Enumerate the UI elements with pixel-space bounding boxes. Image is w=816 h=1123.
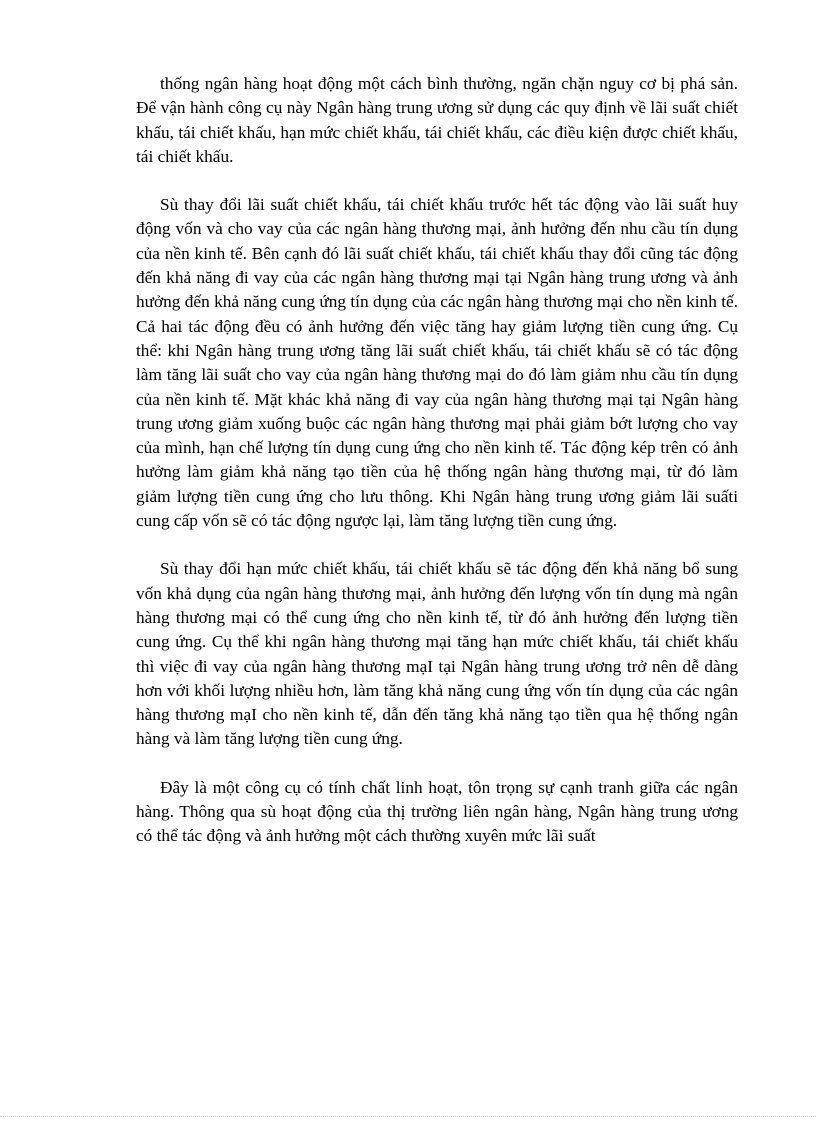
paragraph-3: Sù thay đổi hạn mức chiết khấu, tái chiết khấu sẽ tác động đến khả năng bổ sung vốn khả dụng của ngân hàng thương mại, ảnh hưởng đến lượng vốn tín dụng mà ngân hàng thương mại có thể cung ứng cho nền kinh tế, từ đó ảnh hưởng đến lượng tiền cung ứng. Cụ thể khi ngân hàng thương mại tăng hạn mức chiết khấu, tái chiết khấu thì việc đi vay của ngân hàng thương mạI tại Ngân hàng trung ương trở nên dễ dàng hơn với khối lượng nhiều hơn, làm tăng khả năng cung ứng vốn tín dụng của các ngân hàng thương mạI cho nền kinh tế, dẫn đến tăng khả năng tạo tiền qua hệ thống ngân hàng và làm tăng lượng tiền cung ứng. [136, 559, 738, 749]
paragraph-4: Đây là một công cụ có tính chất linh hoạt, tôn trọng sự cạnh tranh giữa các ngân hàng. Thông qua sù hoạt động của thị trường liên ngân hàng, Ngân hàng trung ương có thể tác động và ảnh hưởng một cách thường xuyên mức lãi suất [136, 777, 738, 846]
page-bottom-rule [0, 1116, 816, 1117]
paragraph-2: Sù thay đổi lãi suất chiết khấu, tái chiết khấu trước hết tác động vào lãi suất huy động vốn và cho vay của các ngân hàng thương mại, ảnh hưởng đến nhu cầu tín dụng của nền kinh tế. Bên cạnh đó lãi suất chiết khấu, tái chiết khấu thay đổi cũng tác động đến khả năng đi vay của các ngân hàng thương mại tại Ngân hàng trung ương và ảnh hưởng đến khả năng cung ứng tín dụng của các ngân hàng thương mại cho nền kinh tế. Cả hai tác động đều có ảnh hưởng đến việc tăng hay giảm lượng tiền cung ứng. Cụ thể: khi Ngân hàng trung ương tăng lãi suất chiết khấu, tái chiết khấu sẽ có tác động làm tăng lãi suất cho vay của ngân hàng thương mại do đó làm giảm nhu cầu tín dụng của nền kinh tế. Mặt khác khả năng đi vay của ngân hàng thương mại tại Ngân hàng trung ương giảm xuống buộc các ngân hàng thương mại phải giảm bớt lượng cho vay của mình, hạn chế lượng tín dụng cung ứng cho nền kinh tế. Tác động kép trên có ảnh hưởng làm giảm khả năng tạo tiền của hệ thống ngân hàng thương mại, từ đó làm giảm lượng tiền cung ứng cho lưu thông. Khi Ngân hàng trung ương giảm lãi suấti cung cấp vốn sẽ có tác động ngược lại, làm tăng lượng tiền cung ứng. [136, 195, 738, 531]
document-body [136, 72, 738, 849]
paragraph-1: thống ngân hàng hoạt động một cách bình thường, ngăn chặn nguy cơ bị phá sản. Để vận hành công cụ này Ngân hàng trung ương sử dụng các quy định về lãi suất chiết khấu, tái chiết khấu, hạn mức chiết khấu, tái chiết khấu, các điều kiện được chiết khấu, tái chiết khấu. [136, 74, 738, 166]
